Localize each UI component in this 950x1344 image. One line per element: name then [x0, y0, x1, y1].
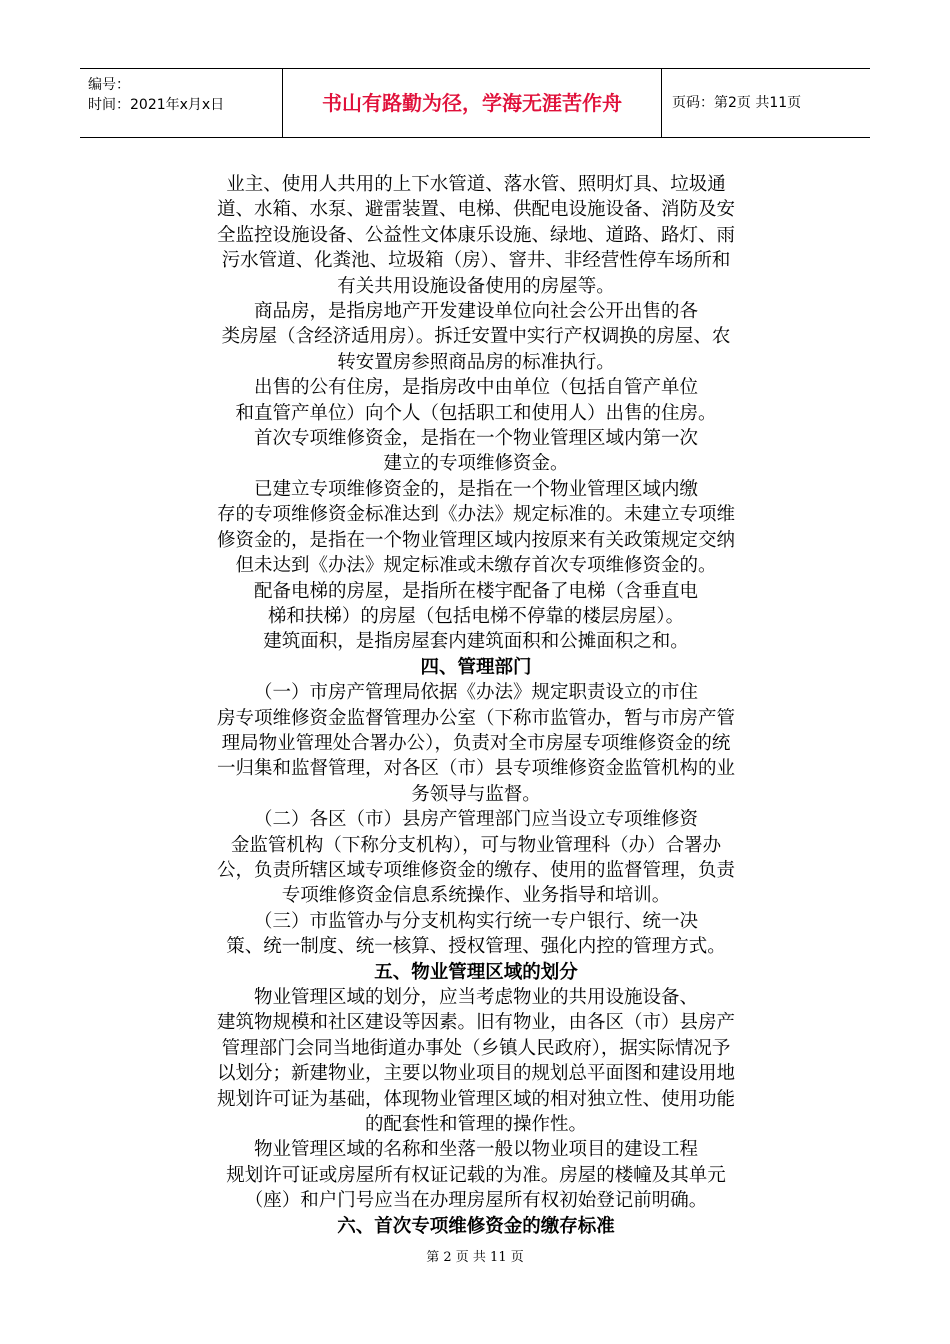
text-line: 商品房，是指房地产开发建设单位向社会公开出售的各 — [253, 301, 698, 323]
text-line: 的配套性和管理的操作性。 — [364, 1114, 587, 1136]
text-line: 业主、使用人共用的上下水管道、落水管、照明灯具、垃圾通 — [226, 174, 726, 195]
text-line: 金监管机构（下称分支机构），可与物业管理科（办）合署办 — [230, 834, 722, 856]
text-line: 和直管产单位）向个人（包括职工和使用人）出售的住房。 — [235, 402, 717, 424]
text-line: 管理部门会同当地街道办事处（乡镇人民政府），据实际情况予 — [221, 1037, 731, 1059]
document-time-label: 时间：2021年x月x日 — [88, 97, 225, 113]
text-line: 策、统一制度、统一核算、授权管理、强化内控的管理方式。 — [226, 936, 726, 958]
text-line: 但未达到《办法》规定标准或未缴存首次专项维修资金的。 — [235, 555, 717, 577]
text-line: 存的专项维修资金标准达到《办法》规定标准的。未建立专项维 — [216, 504, 735, 526]
section-heading: 六、首次专项维修资金的缴存标准 — [337, 1215, 615, 1237]
text-line: 首次专项维修资金，是指在一个物业管理区域内第一次 — [253, 428, 698, 450]
text-line: 物业管理区域的划分，应当考虑物业的共用设施设备、 — [253, 987, 698, 1008]
text-line: 全监控设施设备、公益性文体康乐设施、绿地、道路、路灯、雨 — [216, 224, 735, 246]
text-line: 出售的公有住房，是指房改中由单位（包括自管产单位 — [253, 377, 698, 399]
text-line: 务领导与监督。 — [411, 783, 541, 805]
text-line: 建筑物规模和社区建设等因素。旧有物业，由各区（市）县房产 — [216, 1012, 735, 1034]
text-line: 规划许可证为基础，体现物业管理区域的相对独立性、使用功能 — [216, 1088, 735, 1110]
text-line: （三）市监管办与分支机构实行统一专户银行、统一决 — [253, 910, 698, 932]
text-line: 公，负责所辖区域专项维修资金的缴存、使用的监督管理，负责 — [216, 859, 735, 881]
text-line: 已建立专项维修资金的，是指在一个物业管理区域内缴 — [253, 478, 698, 500]
text-line: 专项维修资金信息系统操作、业务指导和培训。 — [281, 885, 671, 907]
text-line: 污水管道、化粪池、垃圾箱（房）、窨井、非经营性停车场所和 — [221, 250, 731, 272]
text-line: 一归集和监督管理，对各区（市）县专项维修资金监管机构的业 — [216, 758, 735, 780]
text-line: 修资金的，是指在一个物业管理区域内按原来有关政策规定交纳 — [216, 529, 735, 551]
text-line: 有关共用设施设备使用的房屋等。 — [337, 275, 615, 297]
text-line: （二）各区（市）县房产管理部门应当设立专项维修资 — [253, 809, 698, 831]
document-body — [170, 172, 782, 1239]
header-meta-cell — [80, 69, 283, 137]
page-footer: 第 2 页 共 11 页 — [426, 1250, 524, 1265]
text-line: 理局物业管理处合署办公），负责对全市房屋专项维修资金的统 — [221, 732, 731, 754]
text-line: 配备电梯的房屋，是指所在楼宇配备了电梯（含垂直电 — [253, 580, 698, 602]
text-line: （座）和户门号应当在办理房屋所有权初始登记前明确。 — [244, 1190, 708, 1212]
text-line: （一）市房产管理局依据《办法》规定职责设立的市住 — [253, 682, 698, 704]
header-page-info: 页码：第2页 共11页 — [672, 95, 802, 111]
text-line: 梯和扶梯）的房屋（包括电梯不停靠的楼层房屋）。 — [267, 605, 685, 627]
text-line: 建筑面积，是指房屋套内建筑面积和公摊面积之和。 — [263, 631, 689, 653]
text-line: 以划分；新建物业，主要以物业项目的规划总平面图和建设用地 — [216, 1063, 735, 1085]
page-header — [80, 68, 870, 138]
text-line: 房专项维修资金监督管理办公室（下称市监管办，暂与市房产管 — [216, 707, 735, 729]
section-heading: 五、物业管理区域的划分 — [374, 961, 578, 983]
text-line: 转安置房参照商品房的标准执行。 — [337, 351, 615, 373]
text-line: 道、水箱、水泵、避雷装置、电梯、供配电设施设备、消防及安 — [216, 199, 735, 221]
header-motto: 书山有路勤为径，学海无涯苦作舟 — [283, 69, 662, 137]
section-heading: 四、管理部门 — [420, 656, 532, 678]
text-line: 规划许可证或房屋所有权证记载的为准。房屋的楼幢及其单元 — [226, 1164, 726, 1186]
text-line: 建立的专项维修资金。 — [383, 453, 569, 475]
text-line: 物业管理区域的名称和坐落一般以物业项目的建设工程 — [253, 1139, 698, 1161]
text-line: 类房屋（含经济适用房）。拆迁安置中实行产权调换的房屋、农 — [221, 326, 731, 348]
document-number-label: 编号： — [88, 77, 130, 93]
